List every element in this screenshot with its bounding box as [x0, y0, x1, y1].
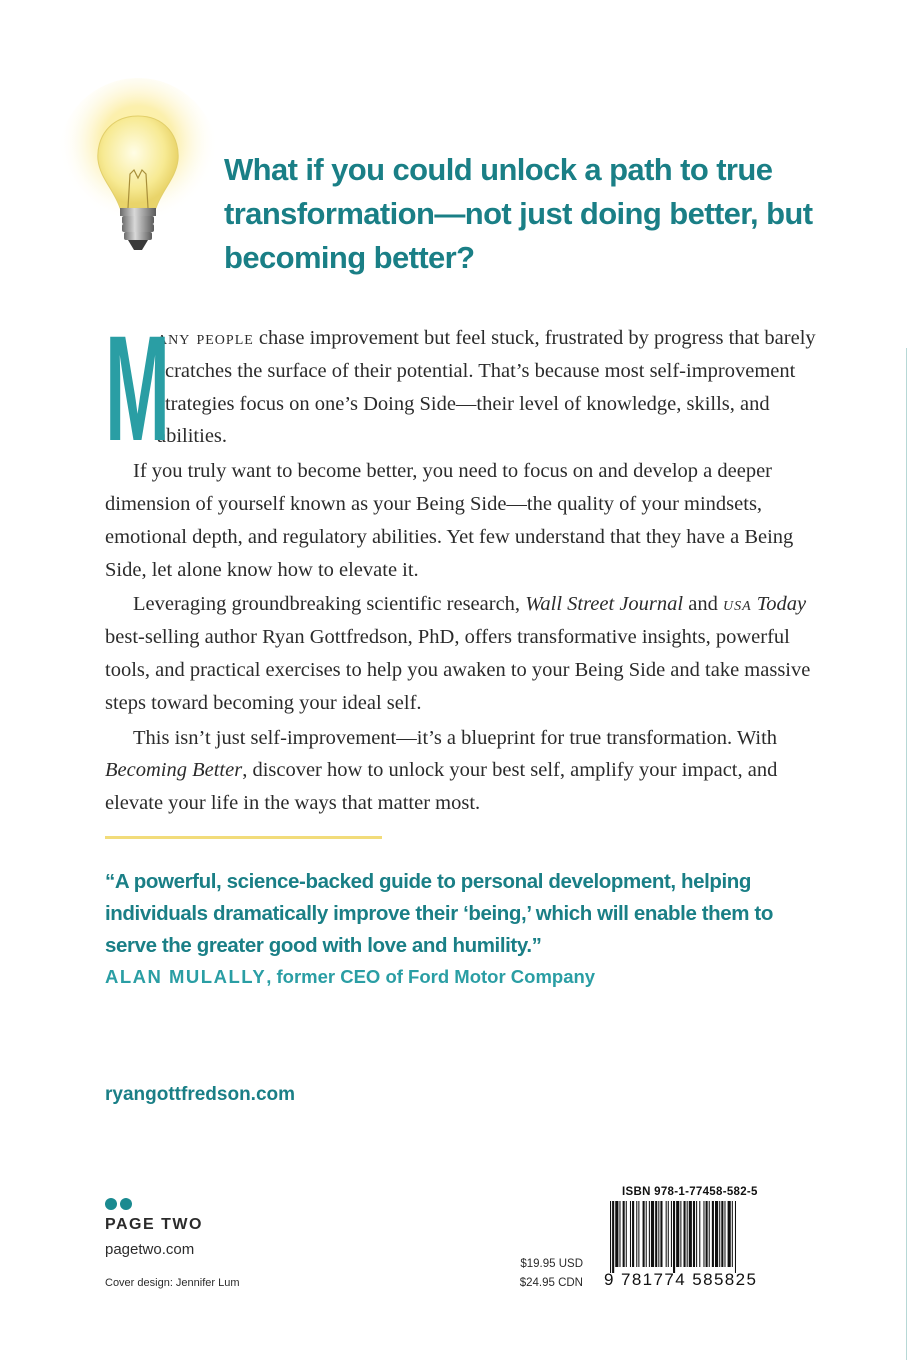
barcode-bar — [612, 1201, 614, 1273]
barcode-bar — [703, 1201, 704, 1267]
barcode-bar — [689, 1201, 692, 1267]
barcode-bar — [649, 1201, 650, 1267]
publication-today: Today — [751, 593, 807, 616]
logo-dot-icon — [120, 1198, 132, 1210]
barcode-bar — [658, 1201, 659, 1267]
barcode-bar — [673, 1201, 675, 1273]
blurb-paragraph-2: If you truly want to become better, you need to focus on and develop a deeper dimension of yourself known as your Being Side—the quality of your mindsets, emotional depth, and regulatory abilities. Yet few understand that they have a Being Side, let alone know how to elevate it. — [105, 460, 794, 581]
cover-credit: Cover design: Jennifer Lum — [105, 1277, 240, 1289]
barcode-bar — [646, 1201, 647, 1267]
paragraph-1-text: chase improvement but feel stuck, frustrated by progress that barely scratches the surface of their potential. That’s because most self-improvement strategies focus on one’s Doing Side—their level of knowledge, skills, and abilities. — [157, 327, 816, 448]
barcode-bar — [687, 1201, 688, 1267]
lightbulb-icon — [58, 78, 218, 298]
isbn-label: ISBN 978-1-77458-582-5 — [622, 1186, 758, 1198]
barcode-bar — [715, 1201, 718, 1267]
headline: What if you could unlock a path to true transformation—not just doing better, but becoming better? — [224, 152, 813, 275]
barcode-bar — [712, 1201, 714, 1267]
price-cdn: $24.95 CDN — [519, 1277, 583, 1289]
drop-cap: M — [105, 304, 170, 472]
barcode-bar — [709, 1201, 710, 1267]
barcode-bar — [619, 1201, 620, 1267]
barcode-bar — [732, 1201, 733, 1267]
barcode-bar — [671, 1201, 672, 1267]
barcode-bar — [666, 1201, 667, 1267]
barcode-bar — [676, 1201, 679, 1267]
barcode-digits: 9 781774 585825 — [604, 1270, 758, 1289]
barcode-bar — [699, 1201, 700, 1267]
barcode-bar — [680, 1201, 681, 1267]
publication-wsj: Wall Street Journal — [525, 593, 684, 616]
barcode-bar — [638, 1201, 639, 1267]
barcode-bar — [651, 1201, 654, 1267]
barcode-bar — [668, 1201, 669, 1267]
barcode-bar — [696, 1201, 697, 1267]
author-website: ryangottfredson.com — [105, 1084, 296, 1105]
barcode-bar — [728, 1201, 731, 1267]
blurb — [105, 304, 833, 822]
endorsement-quote: “A powerful, science-backed guide to personal development, helping individuals dramatically improve their ‘being,’ which will enable them to serve the greater good with love and humility.” — [105, 870, 773, 957]
barcode-bar — [684, 1201, 686, 1267]
barcode-bar — [655, 1201, 657, 1267]
endorsement-attribution — [105, 966, 595, 988]
barcode-bar — [724, 1201, 725, 1267]
barcode-bar — [636, 1201, 637, 1267]
yellow-divider — [105, 836, 382, 839]
barcode-bar — [706, 1201, 708, 1267]
barcode-bar — [623, 1201, 625, 1267]
book-title: Becoming Better — [105, 759, 243, 782]
barcode-bar — [660, 1201, 662, 1267]
barcode-bar — [719, 1201, 720, 1267]
blurb-paragraph-3: Leveraging groundbreaking scientific research, Wall Street Journal and usa Today best-selling author Ryan Gottfredson, PhD, offers transformative insights, powerful tools, and practical exercises to help you awaken to your Being Side and take massive steps toward becoming your ideal self. — [105, 593, 811, 714]
barcode-bar — [693, 1201, 695, 1267]
barcode-bar — [615, 1201, 618, 1267]
barcode-bar — [735, 1201, 736, 1273]
price-usd: $19.95 USD — [520, 1258, 583, 1270]
barcode — [610, 1201, 784, 1273]
endorser-name: ALAN MULALLY — [105, 966, 267, 987]
publisher-website: pagetwo.com — [105, 1241, 195, 1258]
barcode-bar — [721, 1201, 723, 1267]
barcode-bar — [630, 1201, 631, 1267]
barcode-bar — [626, 1201, 627, 1267]
publication-usa: usa — [722, 593, 752, 616]
barcode-bar — [610, 1201, 611, 1273]
opening-smallcaps: any people — [157, 327, 254, 349]
blurb-paragraph-4: This isn’t just self-improvement—it’s a blueprint for true transformation. With Becoming Better, discover how to unlock your best self, amplify your impact, and elevate your life in the ways that matter most. — [105, 726, 778, 815]
publisher-logo-dots — [105, 1197, 135, 1215]
barcode-bar — [643, 1201, 645, 1267]
blurb-paragraph-1 — [105, 304, 833, 472]
logo-dot-icon — [105, 1198, 117, 1210]
barcode-bar — [632, 1201, 634, 1267]
publisher-name: PAGE TWO — [105, 1216, 203, 1233]
endorser-title: , former CEO of Ford Motor Company — [266, 966, 596, 987]
